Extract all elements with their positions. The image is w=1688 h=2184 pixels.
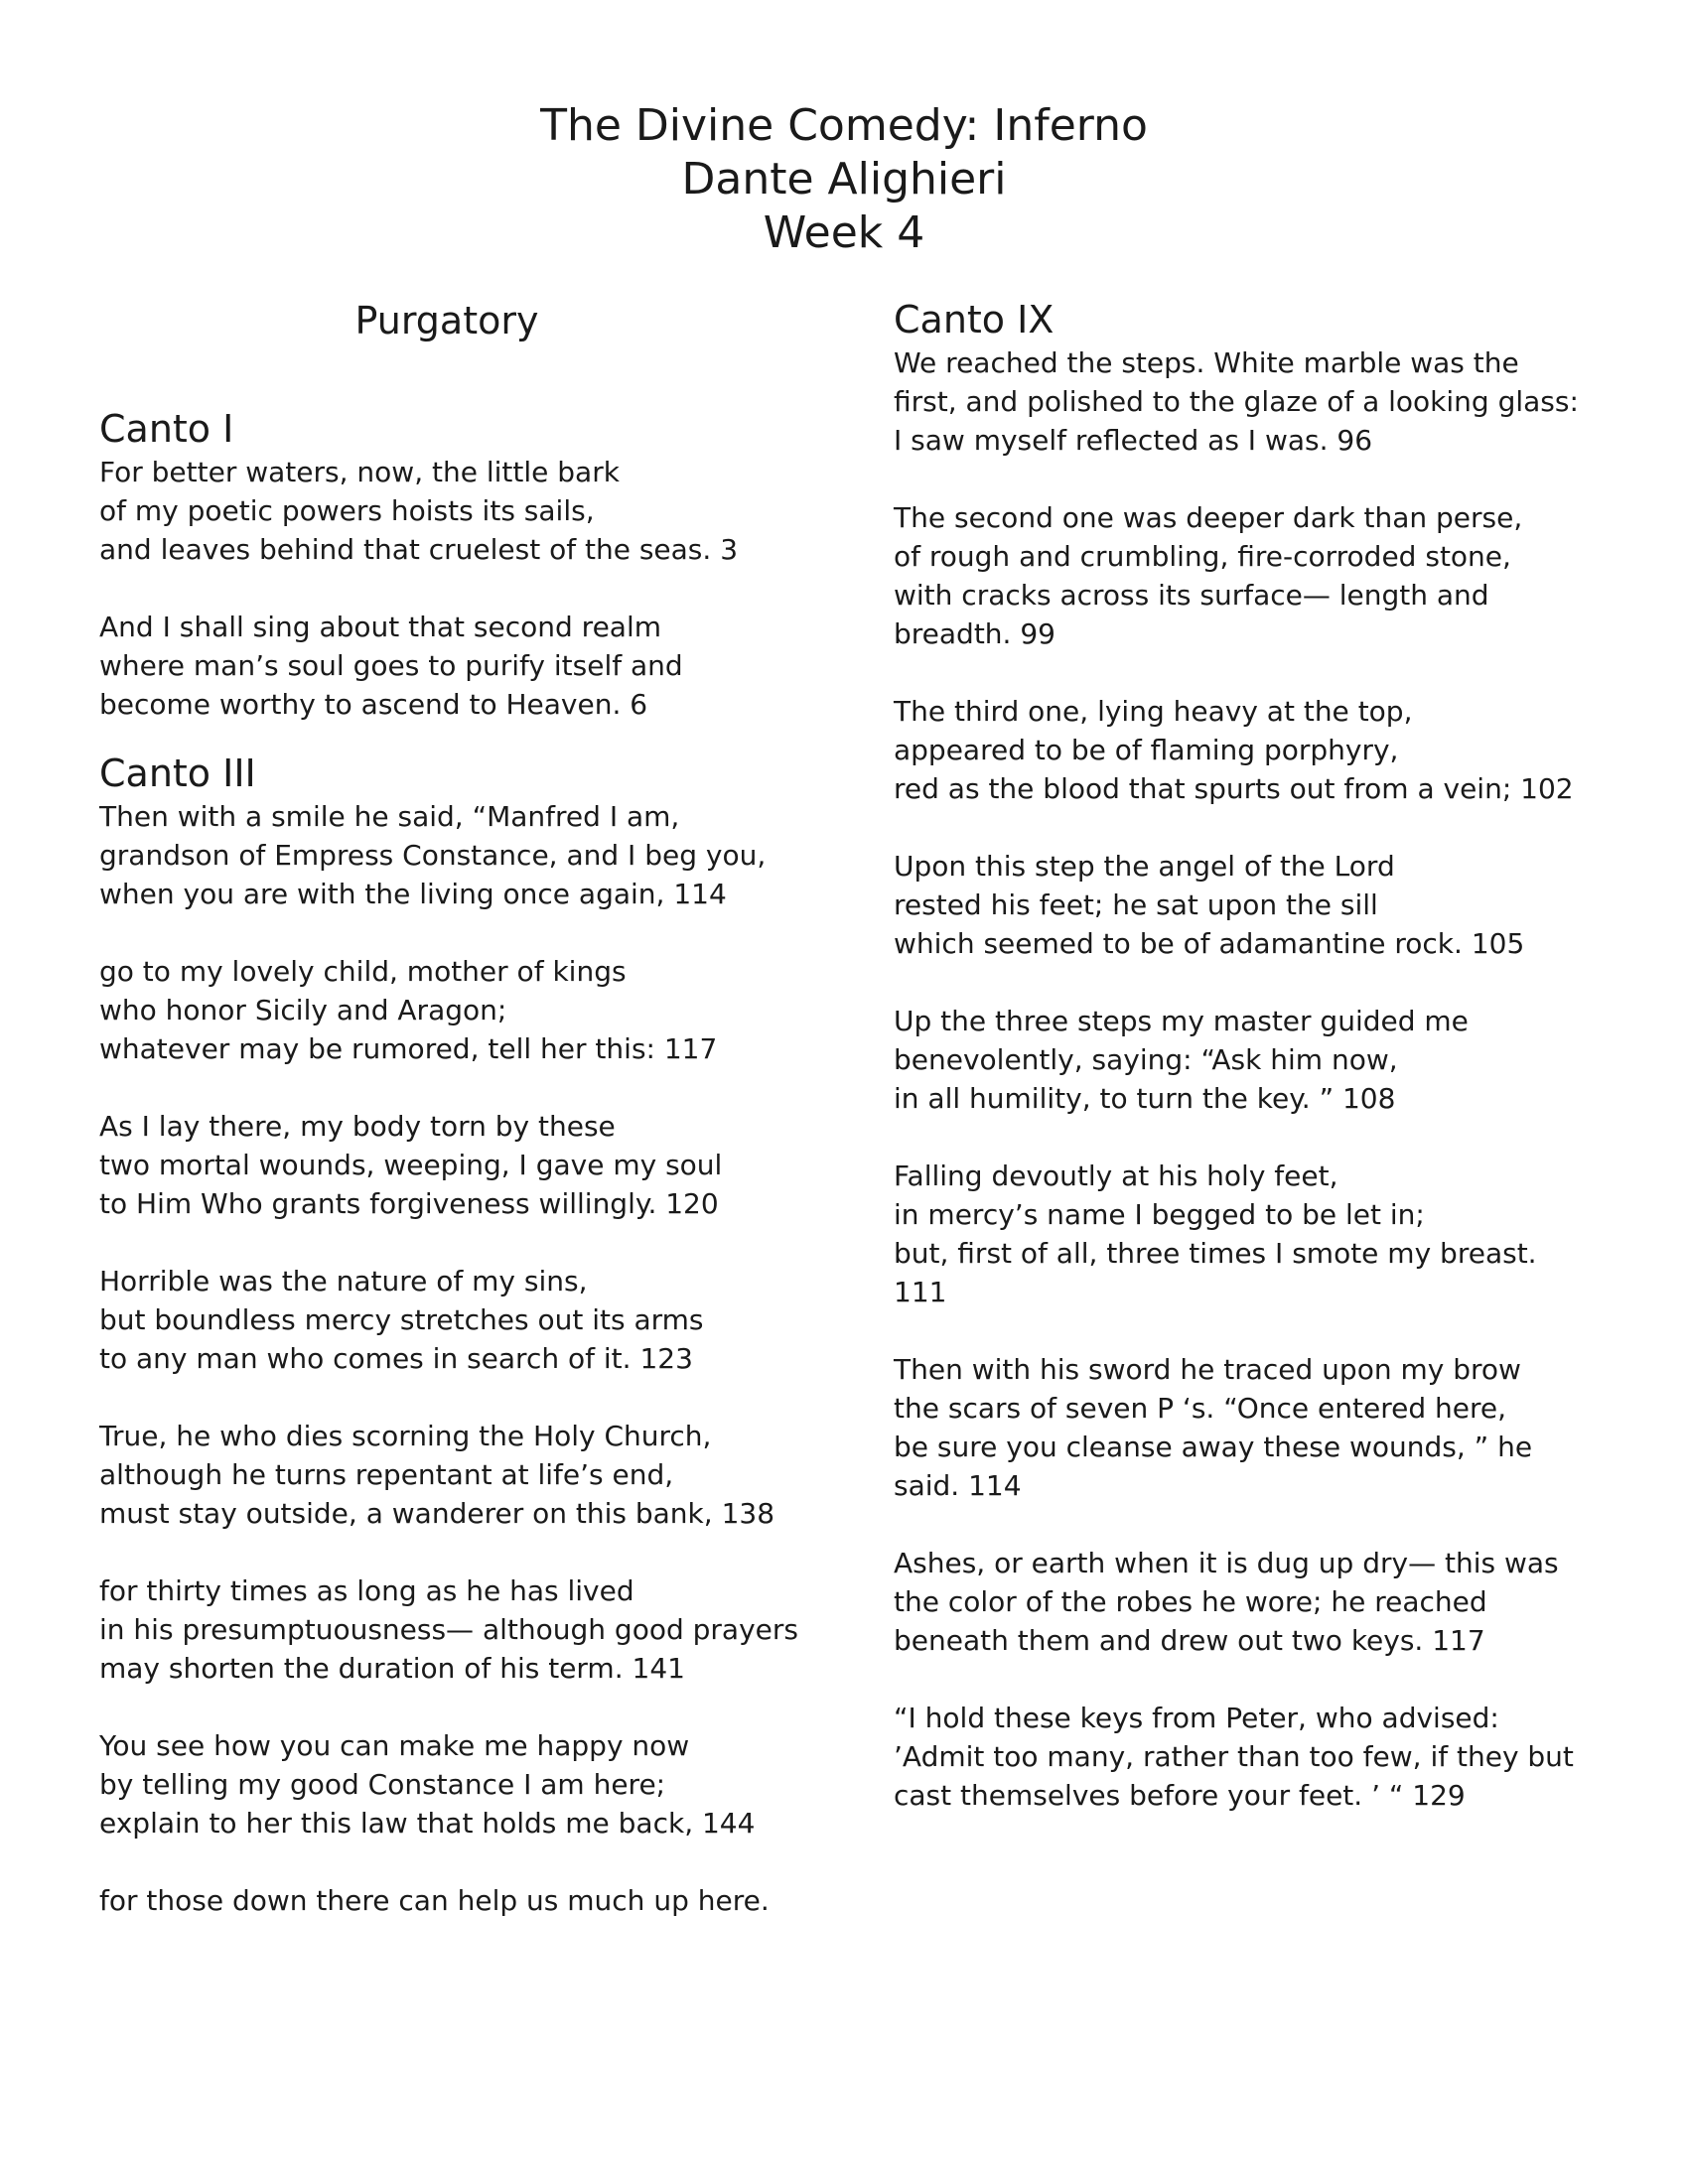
verse-line: Upon this step the angel of the Lord — [894, 850, 1395, 883]
verse-line: explain to her this law that holds me back, 144 — [99, 1807, 756, 1840]
verse-line: We reached the steps. White marble was the — [894, 346, 1519, 379]
verse-line: to any man who comes in search of it. 123 — [99, 1342, 693, 1375]
verse-line: of my poetic powers hoists its sails, — [99, 494, 595, 527]
verse-line: As I lay there, my body torn by these — [99, 1110, 616, 1143]
verse-line: although he turns repentant at life’s end, — [99, 1458, 674, 1491]
verse-line: The third one, lying heavy at the top, — [894, 695, 1413, 728]
verse-line: must stay outside, a wanderer on this bank, 138 — [99, 1497, 775, 1530]
document-author: Dante Alighieri — [681, 154, 1007, 205]
verse-line: cast themselves before your feet. ’ “ 129 — [894, 1779, 1466, 1812]
verse-line: beneath them and drew out two keys. 117 — [894, 1624, 1485, 1657]
verse-line: become worthy to ascend to Heaven. 6 — [99, 688, 648, 721]
stanza — [99, 1881, 854, 1920]
stanza — [894, 1002, 1589, 1118]
verse-line: in all humility, to turn the key. ” 108 — [894, 1082, 1396, 1115]
verse-line: appeared to be of flaming porphyry, — [894, 734, 1399, 766]
verse-line: to Him Who grants forgiveness willingly. 120 — [99, 1187, 719, 1220]
verse-line: ’Admit too many, rather than too few, if they but — [894, 1740, 1574, 1773]
stanza — [99, 797, 854, 913]
document-week: Week 4 — [763, 207, 925, 258]
verse-line: I saw myself reflected as I was. 96 — [894, 424, 1373, 457]
verse-line: The second one was deeper dark than perse, — [894, 501, 1523, 534]
verse-line: where man’s soul goes to purify itself and — [99, 649, 683, 682]
verse-line: which seemed to be of adamantine rock. 105 — [894, 927, 1525, 960]
verse-line: the color of the robes he wore; he reached — [894, 1585, 1487, 1618]
verse-line: Then with a smile he said, “Manfred I am, — [99, 800, 680, 833]
stanza — [99, 453, 854, 569]
right-column — [894, 296, 1589, 1853]
canto-body — [99, 453, 854, 724]
verse-line: first, and polished to the glaze of a looking glass: — [894, 385, 1579, 418]
verse-line: in his presumptuousness— although good prayers — [99, 1613, 798, 1646]
left-cantos — [99, 405, 854, 1920]
stanza — [99, 952, 854, 1068]
verse-line: with cracks across its surface— length and — [894, 579, 1489, 612]
verse-line: grandson of Empress Constance, and I beg you, — [99, 839, 767, 872]
verse-line: the scars of seven P ‘s. “Once entered here, — [894, 1392, 1506, 1425]
stanza — [99, 1107, 854, 1223]
stanza — [894, 692, 1589, 808]
stanza — [99, 1726, 854, 1843]
stanza — [894, 498, 1589, 653]
verse-line: Then with his sword he traced upon my brow — [894, 1353, 1521, 1386]
document-header — [0, 99, 1688, 260]
verse-line: may shorten the duration of his term. 141 — [99, 1652, 685, 1685]
right-canto-stanzas — [894, 343, 1589, 1815]
verse-line: and leaves behind that cruelest of the seas. 3 — [99, 533, 739, 566]
verse-line: You see how you can make me happy now — [99, 1729, 690, 1762]
stanza — [99, 1571, 854, 1688]
verse-line: For better waters, now, the little bark — [99, 456, 620, 488]
verse-line: by telling my good Constance I am here; — [99, 1768, 666, 1801]
stanza — [894, 847, 1589, 963]
verse-line: who honor Sicily and Aragon; — [99, 994, 507, 1026]
verse-line: said. 114 — [894, 1469, 1022, 1502]
verse-line: be sure you cleanse away these wounds, ” he — [894, 1431, 1533, 1463]
verse-line: whatever may be rumored, tell her this: 117 — [99, 1032, 718, 1065]
verse-line: of rough and crumbling, fire-corroded stone, — [894, 540, 1511, 573]
document-title: The Divine Comedy: Inferno — [540, 100, 1148, 151]
verse-line: in mercy’s name I begged to be let in; — [894, 1198, 1425, 1231]
verse-line: for those down there can help us much up here. — [99, 1884, 770, 1917]
verse-line: Ashes, or earth when it is dug up dry— this was — [894, 1547, 1559, 1579]
verse-line: go to my lovely child, mother of kings — [99, 955, 627, 988]
stanza — [894, 1699, 1589, 1815]
verse-line: when you are with the living once again, 114 — [99, 878, 727, 910]
verse-line: for thirty times as long as he has lived — [99, 1574, 634, 1607]
verse-line: but, first of all, three times I smote my breast. — [894, 1237, 1537, 1270]
verse-line: red as the blood that spurts out from a vein; 102 — [894, 772, 1574, 805]
verse-line: benevolently, saying: “Ask him now, — [894, 1043, 1398, 1076]
stanza — [894, 1544, 1589, 1660]
canto-body — [99, 797, 854, 1920]
verse-line: Falling devoutly at his holy feet, — [894, 1160, 1338, 1192]
verse-line: rested his feet; he sat upon the sill — [894, 888, 1378, 921]
stanza — [894, 1157, 1589, 1311]
left-column — [99, 296, 854, 1959]
verse-line: two mortal wounds, weeping, I gave my soul — [99, 1149, 723, 1181]
verse-line: Up the three steps my master guided me — [894, 1005, 1469, 1037]
canto-title: Canto IX — [894, 298, 1055, 341]
verse-line: breadth. 99 — [894, 617, 1055, 650]
stanza — [894, 1350, 1589, 1505]
stanza — [99, 1417, 854, 1533]
canto-title: Canto I — [99, 407, 234, 451]
canto-title: Canto III — [99, 751, 256, 795]
verse-line: 111 — [894, 1276, 947, 1308]
verse-line: “I hold these keys from Peter, who advised: — [894, 1702, 1499, 1734]
stanza — [894, 343, 1589, 460]
verse-line: Horrible was the nature of my sins, — [99, 1265, 588, 1297]
stanza — [99, 1262, 854, 1378]
verse-line: True, he who dies scorning the Holy Church, — [99, 1420, 712, 1452]
verse-line: And I shall sing about that second realm — [99, 611, 662, 643]
verse-line: but boundless mercy stretches out its arms — [99, 1303, 704, 1336]
stanza — [99, 608, 854, 724]
section-title: Purgatory — [354, 299, 539, 342]
